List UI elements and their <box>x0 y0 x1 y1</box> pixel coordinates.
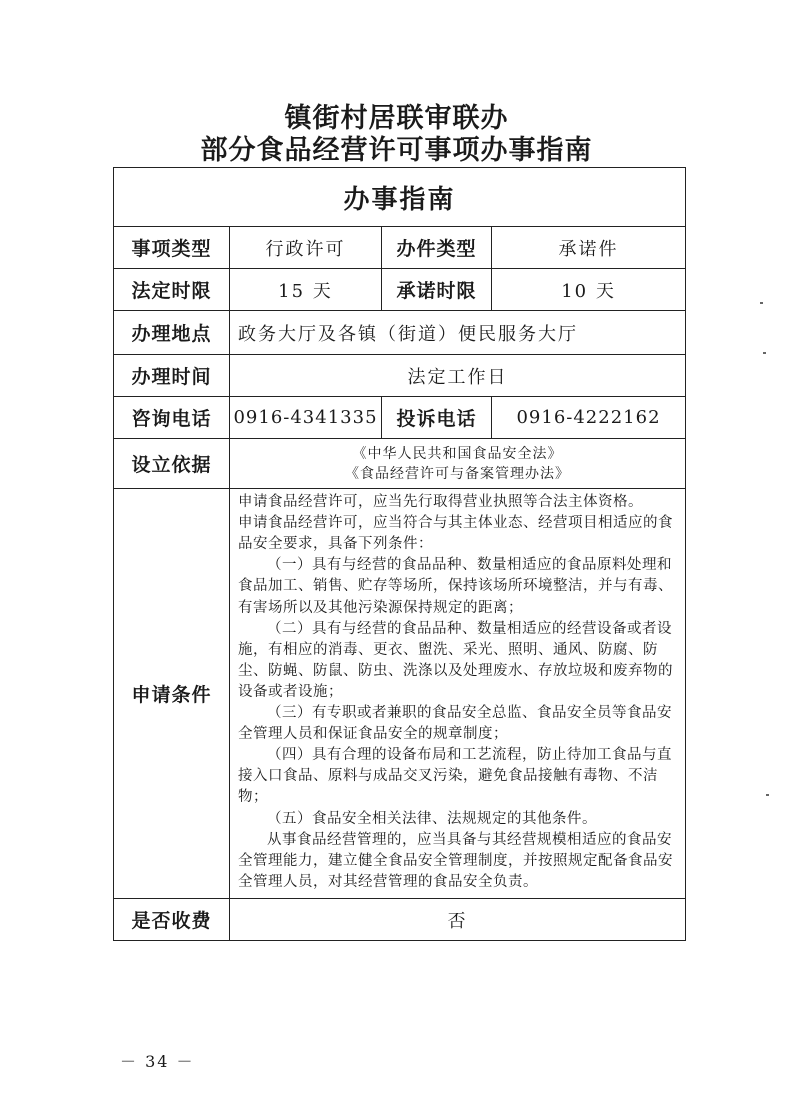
promise-limit-value: 10 天 <box>492 269 686 311</box>
basis-label: 设立依据 <box>114 439 230 489</box>
condition-paragraph: 申请食品经营许可，应当先行取得营业执照等合法主体资格。 <box>238 494 643 511</box>
condition-paragraph: （五）食品安全相关法律、法规规定的其他条件。 <box>267 810 597 827</box>
conditions-text <box>230 489 686 899</box>
location-value: 政务大厅及各镇（街道）便民服务大厅 <box>230 311 686 355</box>
legal-limit-value: 15 天 <box>230 269 382 311</box>
promise-limit-label: 承诺时限 <box>382 269 492 311</box>
hours-value: 法定工作日 <box>230 355 686 397</box>
consult-phone-value: 0916-4341335 <box>230 397 382 439</box>
fee-value: 否 <box>230 899 686 941</box>
table-header: 办事指南 <box>114 168 686 227</box>
condition-paragraph: （四）具有合理的设备布局和工艺流程，防止待加工食品与直接入口食品、原料与成品交叉污染，避免食品接触有毒物、不洁物； <box>238 747 672 806</box>
scan-speck <box>763 352 766 354</box>
complaint-phone-label: 投诉电话 <box>382 397 492 439</box>
condition-paragraph: （三）有专职或者兼职的食品安全总监、食品安全员等食品安全管理人员和保证食品安全的规章制度； <box>238 705 672 743</box>
complaint-phone-value: 0916-4222162 <box>492 397 686 439</box>
legal-limit-label: 法定时限 <box>114 269 230 311</box>
fee-label: 是否收费 <box>114 899 230 941</box>
scan-speck <box>766 794 769 796</box>
basis-line: 《中华人民共和国食品安全法》 <box>352 445 563 462</box>
item-type-value: 行政许可 <box>230 227 382 269</box>
condition-paragraph: 申请食品经营许可，应当符合与其主体业态、经营项目相适应的食品安全要求，具备下列条件： <box>238 515 673 553</box>
consult-phone-label: 咨询电话 <box>114 397 230 439</box>
scan-speck <box>760 302 763 304</box>
guide-table <box>113 167 686 941</box>
condition-paragraph: （二）具有与经营的食品品种、数量相适应的经营设备或者设施，有相应的消毒、更衣、盥洗、采光、照明、通风、防腐、防尘、防蝇、防鼠、防虫、洗涤以及处理废水、存放垃圾和废弃物的设备或者设施； <box>238 620 673 700</box>
location-label: 办理地点 <box>114 311 230 355</box>
hours-label: 办理时间 <box>114 355 230 397</box>
title-line-1: 镇街村居联审联办 <box>284 103 509 134</box>
title-line-2: 部分食品经营许可事项办事指南 <box>200 135 593 166</box>
conditions-label: 申请条件 <box>114 489 230 899</box>
basis-value <box>230 439 686 489</box>
page-number: － 34 － <box>120 1052 195 1071</box>
case-type-label: 办件类型 <box>382 227 492 269</box>
basis-line: 《食品经营许可与备案管理办法》 <box>345 465 570 482</box>
condition-paragraph: （一）具有与经营的食品品种、数量相适应的食品原料处理和食品加工、销售、贮存等场所，保持该场所环境整洁，并与有毒、有害场所以及其他污染源保持规定的距离； <box>238 557 673 616</box>
case-type-value: 承诺件 <box>492 227 686 269</box>
condition-paragraph: 从事食品经营管理的，应当具备与其经营规模相适应的食品安全管理能力，建立健全食品安全管理制度，并按照规定配备食品安全管理人员，对其经营管理的食品安全负责。 <box>238 831 673 890</box>
item-type-label: 事项类型 <box>114 227 230 269</box>
